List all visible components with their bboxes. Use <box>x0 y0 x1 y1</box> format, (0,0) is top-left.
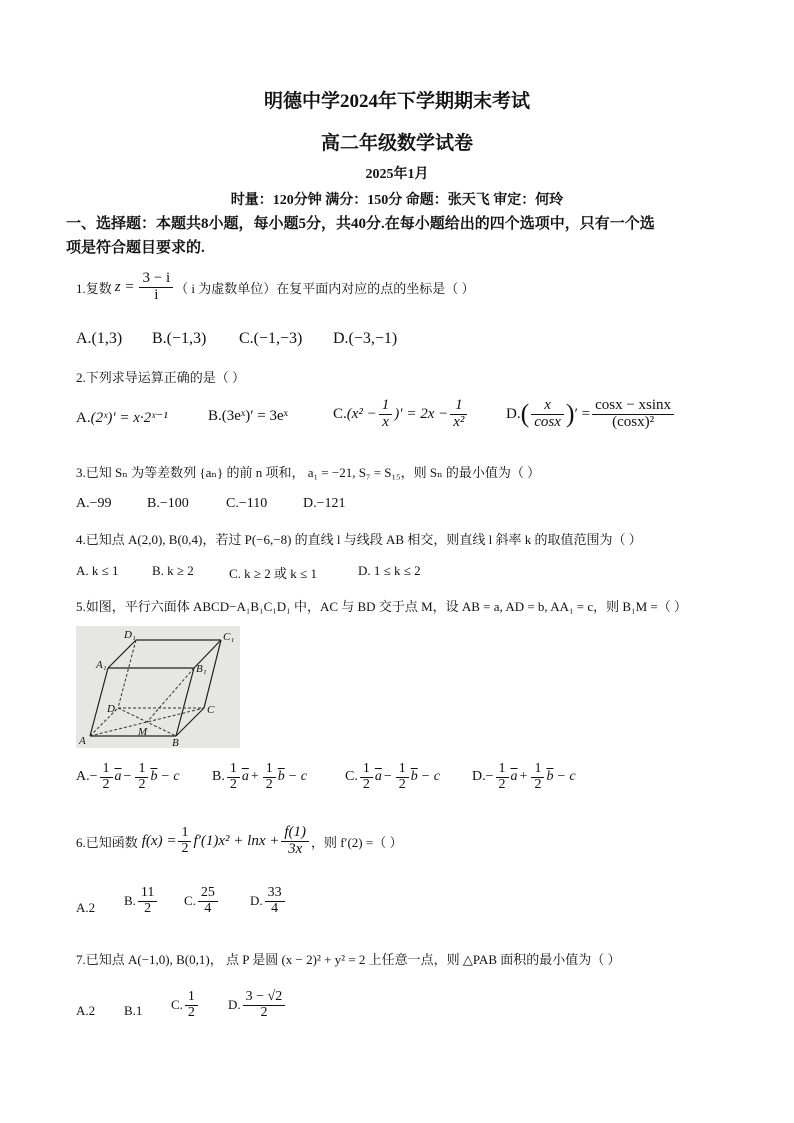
q1-option-a: A.(1,3) <box>76 330 123 347</box>
q5-c-vec1: $\overline{a}$ <box>374 769 382 785</box>
q1-var: z = <box>114 278 135 295</box>
q1-suffix: （ i 为虚数单位）在复平面内对应的点的坐标是（ ） <box>175 280 475 296</box>
q2-d-label: D. <box>506 405 521 422</box>
q5-c-half1 <box>360 762 373 792</box>
q5-option-c <box>345 762 440 792</box>
q5-b-half2-num: 1 <box>263 762 276 778</box>
q2-d-den2: (cosx)² <box>612 413 655 430</box>
q2-c-den: x <box>382 413 389 430</box>
q5-b-half2 <box>263 762 276 792</box>
q1-option-c: C.(−1,−3) <box>239 330 303 347</box>
q5-d-sign2: + <box>519 769 528 785</box>
section-heading-line2: 项是符合题目要求的. <box>66 240 205 256</box>
q5-a-sign1: − <box>89 769 98 785</box>
q1-numerator: 3 − i <box>139 271 173 288</box>
q2-c-mid: )′ = 2x − <box>394 405 449 422</box>
label-d: D <box>107 703 115 715</box>
parallelepiped-figure <box>76 626 240 748</box>
q2-c-den2: x² <box>453 413 465 430</box>
q5-option-d <box>472 762 576 792</box>
exam-title: 明德中学2024年下学期期末考试 <box>263 91 530 112</box>
q5-d-half2 <box>531 762 544 792</box>
q5-a-half2 <box>135 762 148 792</box>
q5-d-half1-num: 1 <box>496 762 509 778</box>
q7-c-label: C. <box>171 997 183 1013</box>
q7-d-num: 3 − √2 <box>243 990 286 1006</box>
q5-c-half2-num: 1 <box>396 762 409 778</box>
q2-c-num2: 1 <box>450 398 467 415</box>
q5-b-half1-num: 1 <box>227 762 240 778</box>
edge-a1-a <box>90 668 108 736</box>
label-c: C <box>207 704 215 716</box>
q6-a-label: A. <box>76 900 89 915</box>
q2-d-num2: cosx − xsinx <box>592 398 674 415</box>
edge-c1-c <box>204 640 221 708</box>
q3-option-b: B.−100 <box>147 496 189 511</box>
q2-c-frac2 <box>450 398 467 431</box>
question-1 <box>76 271 475 304</box>
q6-frac <box>281 825 309 858</box>
q5-a-tail: − c <box>160 769 180 785</box>
q6-half-den: 2 <box>181 840 189 856</box>
q5-a-vec2: $\overline{b}$ <box>150 769 158 785</box>
q2-b-expr: (3eˣ)′ = 3eˣ <box>221 408 288 424</box>
q5-option-a <box>76 762 180 792</box>
label-b: B <box>172 737 179 748</box>
q2-a-label: A. <box>76 410 91 426</box>
q6-option-b <box>124 886 159 916</box>
q6-d-num: 33 <box>265 886 285 902</box>
q2-d-den: cosx <box>534 413 561 430</box>
q5-b-sign2: + <box>250 769 259 785</box>
q5-d-half1 <box>496 762 509 792</box>
q1-option-d: D.(−3,−1) <box>333 330 398 347</box>
q6-option-c <box>184 886 220 916</box>
q1-denominator: i <box>154 286 159 303</box>
q5-a-label: A. <box>76 769 90 785</box>
q5-a-half1 <box>100 762 113 792</box>
q5-c-half2 <box>396 762 409 792</box>
q4-option-c: C. k ≥ 2 或 k ≤ 1 <box>229 566 317 581</box>
q5-c-half1-num: 1 <box>360 762 373 778</box>
label-m: M <box>138 726 148 738</box>
question-6 <box>76 825 402 858</box>
q5-b-label: B. <box>212 769 225 785</box>
q6-function: f(x) = <box>141 832 177 849</box>
section-heading-line1: 一、选择题：本题共8小题，每小题5分，共40分.在每小题给出的四个选项中，只有一个选 <box>66 216 655 232</box>
q5-b-tail: − c <box>287 769 307 785</box>
q2-option-d: D. ( $\frac{x}{\cos x}$ ) ′ = $\frac{\cos x - xsinx}{\text{(cosx)²}}$ <box>506 398 676 431</box>
q6-d-den: 4 <box>271 900 279 916</box>
exam-date: 2025年1月 <box>365 167 429 182</box>
q6-c-num: 25 <box>198 886 218 902</box>
q5-a-half2-den: 2 <box>138 776 146 792</box>
question-2: 2.下列求导运算正确的是（ ） <box>76 370 246 385</box>
q2-c-num: 1 <box>379 398 393 415</box>
label-a1: A₁ <box>96 659 107 671</box>
question-5: 5.如图，平行六面体 ABCD−A₁B₁C₁D₁ 中，AC 与 BD 交于点 M，设 AB = a, AD = b, AA₁ = c，则 B₁M =（ ） <box>76 599 687 614</box>
q7-d-den: 2 <box>260 1004 268 1020</box>
q6-option-d <box>250 886 287 916</box>
q7-option-c <box>171 990 200 1020</box>
parallelepiped-diagram <box>76 626 240 748</box>
q6-half <box>178 826 191 856</box>
exam-meta: 时量：120分钟 满分：150分 命题：张天飞 审定：何玲 <box>230 193 564 208</box>
question-7: 7.已知点 A(−1,0), B(0,1)， 点 P 是圆 (x − 2)² + y² = 2 上任意一点，则 △PAB 面积的最小值为（ ） <box>76 952 621 967</box>
q5-d-vec1: $\overline{a}$ <box>510 769 518 785</box>
edge-a1-d1 <box>108 640 136 668</box>
q6-b-den: 2 <box>144 900 152 916</box>
q2-d-frac <box>531 398 564 431</box>
q5-d-label: D. <box>472 769 486 785</box>
q5-b-vec1: $\overline{a}$ <box>241 769 249 785</box>
q5-b-half1-den: 2 <box>229 776 237 792</box>
exam-subtitle: 高二年级数学试卷 <box>320 133 473 154</box>
q5-c-half1-den: 2 <box>362 776 370 792</box>
q2-a-expr: (2ˣ)′ = x·2ˣ⁻¹ <box>90 410 168 426</box>
q2-d-num: x <box>531 398 564 415</box>
q5-a-half1-num: 1 <box>100 762 113 778</box>
q1-prefix: 1.复数 <box>76 280 112 296</box>
q6-half-num: 1 <box>178 826 191 842</box>
q6-num: f(1) <box>281 825 309 842</box>
q5-a-half1-den: 2 <box>102 776 110 792</box>
q1-option-b: B.(−1,3) <box>152 330 207 347</box>
q2-c-label: C. <box>333 405 347 422</box>
q5-c-vec2: $\overline{b}$ <box>410 769 418 785</box>
q6-suffix: ，则 f′(2) =（ ） <box>311 834 403 850</box>
q2-c-frac <box>379 398 393 431</box>
q1-fraction <box>139 271 173 304</box>
q6-den: 3x <box>288 840 303 857</box>
q5-d-half2-num: 1 <box>531 762 544 778</box>
q2-option-a <box>76 408 168 427</box>
q4-option-a: A. k ≤ 1 <box>76 563 119 578</box>
q7-d-label: D. <box>228 997 241 1013</box>
q5-b-vec2: $\overline{b}$ <box>277 769 285 785</box>
q7-a-label: A. <box>76 1003 89 1018</box>
q7-option-d <box>228 990 287 1020</box>
q5-c-half2-den: 2 <box>398 776 406 792</box>
q5-b-half2-den: 2 <box>265 776 273 792</box>
q2-option-b <box>208 408 288 425</box>
q5-d-half1-den: 2 <box>498 776 506 792</box>
q5-b-half1 <box>227 762 240 792</box>
q2-d-frac2 <box>592 398 674 431</box>
q4-option-d: D. 1 ≤ k ≤ 2 <box>358 563 421 578</box>
question-4: 4.已知点 A(2,0), B(0,4)，若过 P(−6,−8) 的直线 l 与线段 AB 相交，则直线 l 斜率 k 的取值范围为（ ） <box>76 532 642 547</box>
q5-a-half2-num: 1 <box>135 762 148 778</box>
q5-c-label: C. <box>345 769 358 785</box>
q5-d-sign1: − <box>485 769 494 785</box>
q7-option-b <box>124 1003 142 1019</box>
q7-a-value: 2 <box>88 1003 96 1018</box>
q2-b-label: B. <box>208 408 222 424</box>
q6-c-label: C. <box>184 893 196 909</box>
q6-b-num: 11 <box>138 886 157 902</box>
q7-b-value: 1 <box>135 1003 143 1018</box>
q2-d-mid: ′ = <box>574 405 591 422</box>
q5-a-vec1: $\overline{a}$ <box>114 769 122 785</box>
q6-b-label: B. <box>124 893 136 909</box>
edge-b1-b <box>176 668 194 736</box>
q5-option-b <box>212 762 307 792</box>
q6-a-value: 2 <box>88 900 96 915</box>
label-b1: B₁ <box>196 663 207 675</box>
q5-d-vec2: $\overline{b}$ <box>546 769 554 785</box>
label-a: A <box>79 735 86 747</box>
q5-c-tail: − c <box>420 769 440 785</box>
q6-prefix: 6.已知函数 <box>76 834 138 850</box>
q6-d-label: D. <box>250 893 263 909</box>
q7-c-num: 1 <box>185 990 198 1006</box>
edge-d1-d <box>118 640 136 708</box>
label-d1: D₁ <box>124 629 136 641</box>
q5-c-sign2: − <box>383 769 392 785</box>
q2-c-pre: (x² − <box>346 405 377 422</box>
label-c1: C₁ <box>223 631 235 643</box>
q5-d-half2-den: 2 <box>534 776 542 792</box>
q6-c-den: 4 <box>204 900 212 916</box>
q3-option-c: C.−110 <box>226 496 268 511</box>
q6-mid: f′(1)x² + lnx + <box>193 832 280 849</box>
q3-option-d: D.−121 <box>303 496 346 511</box>
q6-option-a <box>76 900 95 916</box>
q4-option-b: B. k ≥ 2 <box>152 563 194 578</box>
q7-c-den: 2 <box>187 1004 195 1020</box>
q7-option-a <box>76 1003 95 1019</box>
q2-option-c <box>333 398 469 431</box>
q5-a-sign2: − <box>123 769 132 785</box>
question-3: 3.已知 Sₙ 为等差数列 {aₙ} 的前 n 项和， a₁ = −21, S₇ = S₁₅，则 Sₙ 的最小值为（ ） <box>76 465 541 480</box>
q3-option-a: A.−99 <box>76 496 112 511</box>
q7-b-label: B. <box>124 1003 136 1018</box>
q5-d-tail: − c <box>556 769 576 785</box>
